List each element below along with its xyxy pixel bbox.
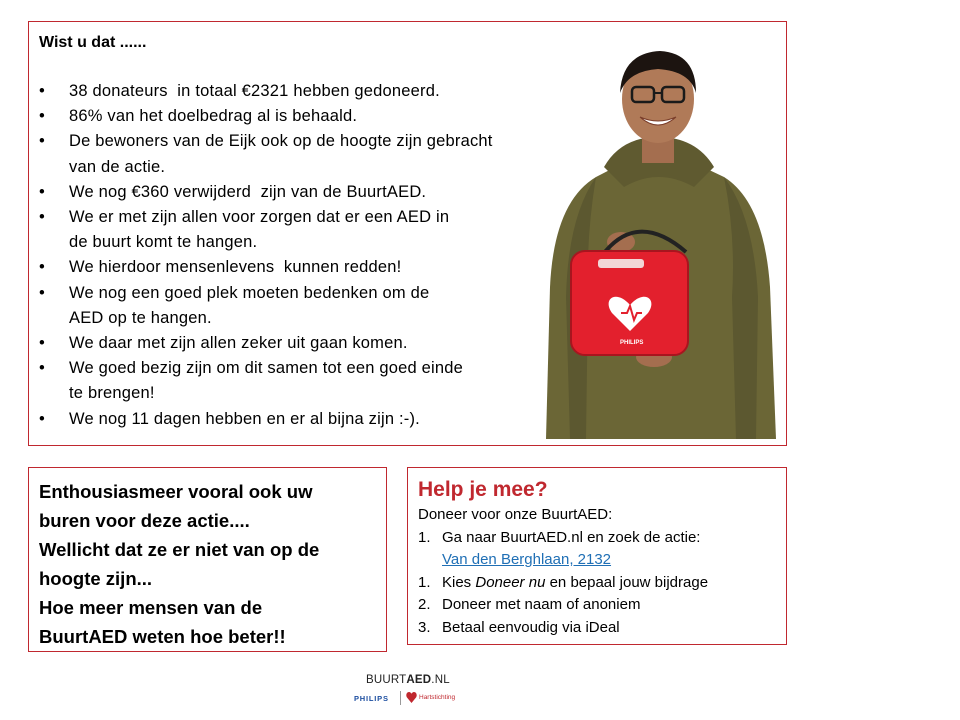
step-number: 3. bbox=[418, 618, 431, 636]
help-intro: Doneer voor onze BuurtAED: bbox=[418, 506, 613, 523]
fact-item: • We goed bezig zijn om dit samen tot een goed einde te brengen! bbox=[39, 356, 559, 406]
step-text-post: en bepaal jouw bijdrage bbox=[545, 573, 709, 591]
logo-divider bbox=[400, 691, 401, 705]
step-number: 2. bbox=[418, 596, 431, 613]
step-text: Betaal eenvoudig via iDeal bbox=[442, 618, 620, 636]
facts-panel bbox=[28, 21, 787, 446]
fact-item: • We nog €360 verwijderd zijn van de BuurtAED. bbox=[39, 180, 559, 205]
brand-part: BUURT bbox=[366, 674, 407, 686]
fact-item: • We er met zijn allen voor zorgen dat er een AED in de buurt komt te hangen. bbox=[39, 205, 559, 255]
step-text-pre: Kies bbox=[442, 573, 476, 591]
encourage-line: BuurtAED weten hoe beter!! bbox=[39, 626, 286, 647]
facts-list bbox=[39, 79, 559, 432]
encourage-panel bbox=[28, 467, 387, 652]
step-text-emphasis: Doneer nu bbox=[475, 573, 546, 591]
aed-device bbox=[571, 251, 688, 355]
aed-brand: PHILIPS bbox=[620, 340, 644, 346]
woman-with-aed-photo bbox=[526, 37, 786, 439]
fact-item: • De bewoners van de Eijk ook op de hoogte zijn gebracht van de actie. bbox=[39, 129, 559, 179]
philips-logo: PHILIPS bbox=[354, 694, 389, 703]
step-2 bbox=[418, 572, 776, 595]
buurtaed-logo bbox=[352, 674, 464, 714]
facts-title: Wist u dat ...... bbox=[39, 34, 147, 51]
step-3 bbox=[418, 594, 776, 617]
encourage-line: buren voor deze actie.... bbox=[39, 510, 250, 531]
step-1 bbox=[418, 527, 776, 550]
encourage-line: Hoe meer mensen van de bbox=[39, 597, 263, 618]
campaign-link[interactable]: Van den Berghlaan, 2132 bbox=[442, 551, 612, 568]
hartstichting-heart-icon bbox=[406, 691, 417, 704]
encourage-line: Wellicht dat ze er niet van op de bbox=[39, 539, 320, 560]
fact-item: • 38 donateurs in totaal €2321 hebben gedoneerd. bbox=[39, 79, 559, 104]
step-1-link-row bbox=[418, 549, 776, 572]
brand-part-bold: AED bbox=[406, 674, 432, 686]
step-number: 1. bbox=[418, 528, 431, 546]
fact-item: • We daar met zijn allen zeker uit gaan komen. bbox=[39, 331, 559, 356]
encourage-line: hoogte zijn... bbox=[39, 568, 153, 589]
fact-item: • 86% van het doelbedrag al is behaald. bbox=[39, 104, 559, 129]
step-4 bbox=[418, 617, 776, 640]
buurtaed-wordmark bbox=[366, 674, 450, 686]
help-panel bbox=[407, 467, 787, 645]
encourage-line: Enthousiasmeer vooral ook uw bbox=[39, 481, 313, 502]
fact-item: • We nog 11 dagen hebben en er al bijna zijn :-). bbox=[39, 407, 559, 432]
hartstichting-label: Hartstichting bbox=[419, 694, 456, 701]
step-number: 1. bbox=[418, 573, 431, 591]
help-title: Help je mee? bbox=[418, 478, 548, 501]
step-text: Doneer met naam of anoniem bbox=[442, 596, 641, 613]
fact-item: • We nog een goed plek moeten bedenken om de AED op te hangen. bbox=[39, 281, 559, 331]
brand-part: .NL bbox=[431, 674, 450, 686]
fact-item: • We hierdoor mensenlevens kunnen redden! bbox=[39, 255, 559, 280]
step-text: Ga naar BuurtAED.nl en zoek de actie: bbox=[442, 528, 701, 546]
